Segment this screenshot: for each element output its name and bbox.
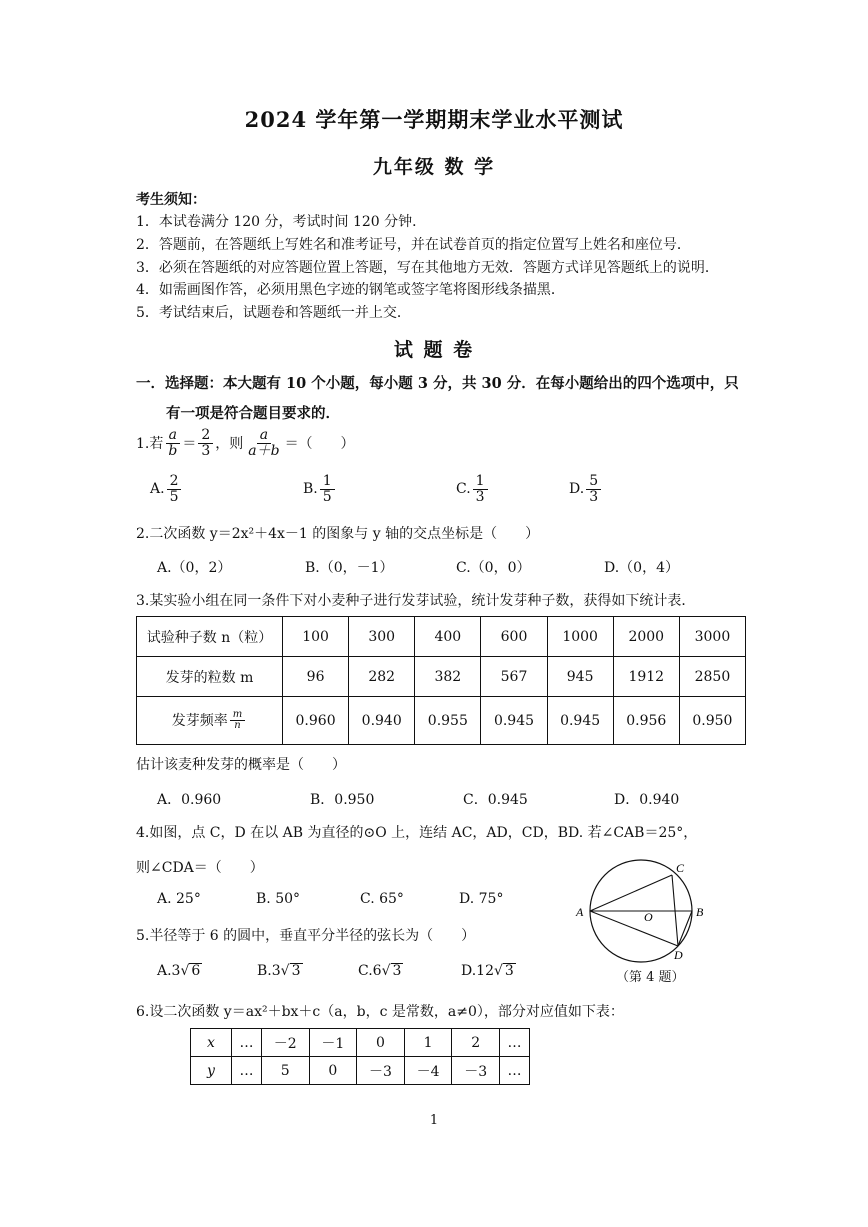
q1-given-value: $\frac{2}{3}$ xyxy=(198,428,213,458)
q5-option-a: A.3√ 6 xyxy=(157,963,201,979)
question-6-stem: 6.设二次函数 y＝ax²＋bx＋c（a，b，c 是常数，a≠0），部分对应值如下表： xyxy=(136,1004,624,1020)
question-3-ask: 估计该麦种发芽的概率是（ ） xyxy=(136,757,346,773)
table-cell: －3 xyxy=(452,1057,500,1085)
label-c: C xyxy=(676,861,685,875)
question-5-stem: 5.半径等于 6 的圆中，垂直平分半径的弦长为（ ） xyxy=(136,928,476,944)
q4-option-a: A. 25° xyxy=(157,891,201,907)
q1-prefix: 1.若 xyxy=(136,436,164,453)
label-a: A xyxy=(576,905,584,919)
freq-fraction: $\frac{m}{n}$ xyxy=(230,710,245,732)
table-cell: 0.945 xyxy=(481,697,547,745)
circle-diagram xyxy=(568,848,718,968)
table-cell: … xyxy=(500,1029,530,1057)
xy-value-table xyxy=(190,1028,530,1085)
label-o: O xyxy=(644,910,653,924)
table-cell: 0.950 xyxy=(679,697,745,745)
q3-option-d: D．0.940 xyxy=(614,792,680,808)
notice-item: 3．必须在答题纸的对应答题位置上答题，写在其他地方无效．答题方式详见答题纸上的说明． xyxy=(136,260,719,276)
table-row xyxy=(137,617,746,657)
q1-ask-fraction: $\frac{a}{a+b}$ xyxy=(248,427,280,459)
table-cell: 0.956 xyxy=(613,697,679,745)
table-cell: 282 xyxy=(349,657,415,697)
table-cell: 2 xyxy=(452,1029,500,1057)
q1-option-a: A. $\frac{2}{5}$ xyxy=(150,474,183,504)
row-label: y xyxy=(191,1057,232,1085)
table-cell: －3 xyxy=(357,1057,405,1085)
table-row xyxy=(191,1057,530,1085)
chord-ad xyxy=(590,911,678,946)
q4-option-d: D. 75° xyxy=(459,891,504,907)
q5-option-b: B.3√ 3 xyxy=(257,963,301,979)
table-cell: 567 xyxy=(481,657,547,697)
table-cell: 945 xyxy=(547,657,613,697)
table-cell: 400 xyxy=(415,617,481,657)
table-cell: 0.940 xyxy=(349,697,415,745)
paper-heading: 试 题 卷 xyxy=(393,339,475,361)
section-instructions: 一．选择题：本大题有 10 个小题，每小题 3 分，共 30 分．在每小题给出的四个选项中，只 xyxy=(136,375,739,392)
table-row xyxy=(191,1029,530,1057)
q2-option-c: C.（0，0） xyxy=(456,560,531,576)
table-cell: 0 xyxy=(309,1057,357,1085)
question-4-stem-cont: 则∠CDA＝（ ） xyxy=(136,860,264,876)
chord-bd xyxy=(678,911,692,946)
table-cell: 300 xyxy=(349,617,415,657)
exam-title: 2024 学年第一学期期末学业水平测试 xyxy=(244,107,624,132)
table-row xyxy=(137,657,746,697)
table-cell: … xyxy=(232,1029,262,1057)
table-cell: 1000 xyxy=(547,617,613,657)
table-cell: 0.955 xyxy=(415,697,481,745)
table-cell: 0.945 xyxy=(547,697,613,745)
notice-heading: 考生须知： xyxy=(136,192,206,208)
q4-option-b: B. 50° xyxy=(256,891,301,907)
q5-option-d: D.12√ 3 xyxy=(461,963,514,979)
q2-option-d: D.（0，4） xyxy=(604,560,679,576)
table-cell: … xyxy=(232,1057,262,1085)
table-cell: … xyxy=(500,1057,530,1085)
table-cell: 600 xyxy=(481,617,547,657)
table-cell: 100 xyxy=(283,617,349,657)
label-b: B xyxy=(696,905,704,919)
page-number: 1 xyxy=(429,1113,439,1128)
germination-table xyxy=(136,616,746,745)
table-cell: 0 xyxy=(357,1029,405,1057)
table-cell: 1 xyxy=(404,1029,452,1057)
q5-option-c: C.6√ 3 xyxy=(358,963,402,979)
q4-option-c: C. 65° xyxy=(360,891,404,907)
row-label: 发芽频率 $\frac{m}{n}$ xyxy=(137,697,283,745)
table-row xyxy=(137,697,746,745)
question-3-stem: 3.某实验小组在同一条件下对小麦种子进行发芽试验，统计发芽种子数，获得如下统计表． xyxy=(136,593,696,609)
notice-item: 5．考试结束后，试题卷和答题纸一并上交． xyxy=(136,305,411,321)
table-cell: 0.960 xyxy=(283,697,349,745)
table-cell: 3000 xyxy=(679,617,745,657)
notice-item: 1．本试卷满分 120 分，考试时间 120 分钟． xyxy=(136,214,427,230)
q3-option-c: C．0.945 xyxy=(463,792,528,808)
q1-option-c: C. $\frac{1}{3}$ xyxy=(456,474,490,504)
table-cell: 1912 xyxy=(613,657,679,697)
row-label: 试验种子数 n（粒） xyxy=(137,617,283,657)
table-cell: －2 xyxy=(261,1029,309,1057)
question-2-stem: 2.二次函数 y＝2x²＋4x－1 的图象与 y 轴的交点坐标是（ ） xyxy=(136,526,540,542)
figure-caption: （第 4 题） xyxy=(616,970,685,985)
q2-option-b: B.（0，－1） xyxy=(305,560,394,576)
question-4-stem: 4.如图，点 C，D 在以 AB 为直径的⊙O 上，连结 AC，AD，CD，BD. 若∠CAB＝25°， xyxy=(136,825,698,841)
q1-option-d: D. $\frac{5}{3}$ xyxy=(569,474,603,504)
row-label: x xyxy=(191,1029,232,1057)
chord-ac xyxy=(590,875,672,911)
q1-given-fraction: $\frac{a}{b}$ xyxy=(165,428,180,458)
exam-subject: 九年级 数 学 xyxy=(372,156,496,178)
table-cell: －1 xyxy=(309,1029,357,1057)
table-cell: 96 xyxy=(283,657,349,697)
notice-item: 4．如需画图作答，必须用黑色字迹的钢笔或签字笔将图形线条描黑． xyxy=(136,282,565,298)
row-label: 发芽的粒数 m xyxy=(137,657,283,697)
table-cell: 2850 xyxy=(679,657,745,697)
table-cell: －4 xyxy=(404,1057,452,1085)
table-cell: 382 xyxy=(415,657,481,697)
section-instructions-cont: 有一项是符合题目要求的． xyxy=(166,405,340,422)
q3-option-a: A．0.960 xyxy=(157,792,222,808)
q1-option-b: B. $\frac{1}{5}$ xyxy=(303,474,337,504)
table-cell: 5 xyxy=(261,1057,309,1085)
table-cell: 2000 xyxy=(613,617,679,657)
q3-option-b: B．0.950 xyxy=(310,792,375,808)
q2-option-a: A.（0，2） xyxy=(157,560,232,576)
notice-item: 2．答题前，在答题纸上写姓名和准考证号，并在试卷首页的指定位置写上姓名和座位号． xyxy=(136,237,691,253)
label-d: D xyxy=(674,948,683,962)
question-1-stem: 1.若 $\frac{a}{b}$ ＝ $\frac{2}{3}$ ，则 $\frac{a}{a+b}$ ＝（ ） xyxy=(136,427,355,459)
